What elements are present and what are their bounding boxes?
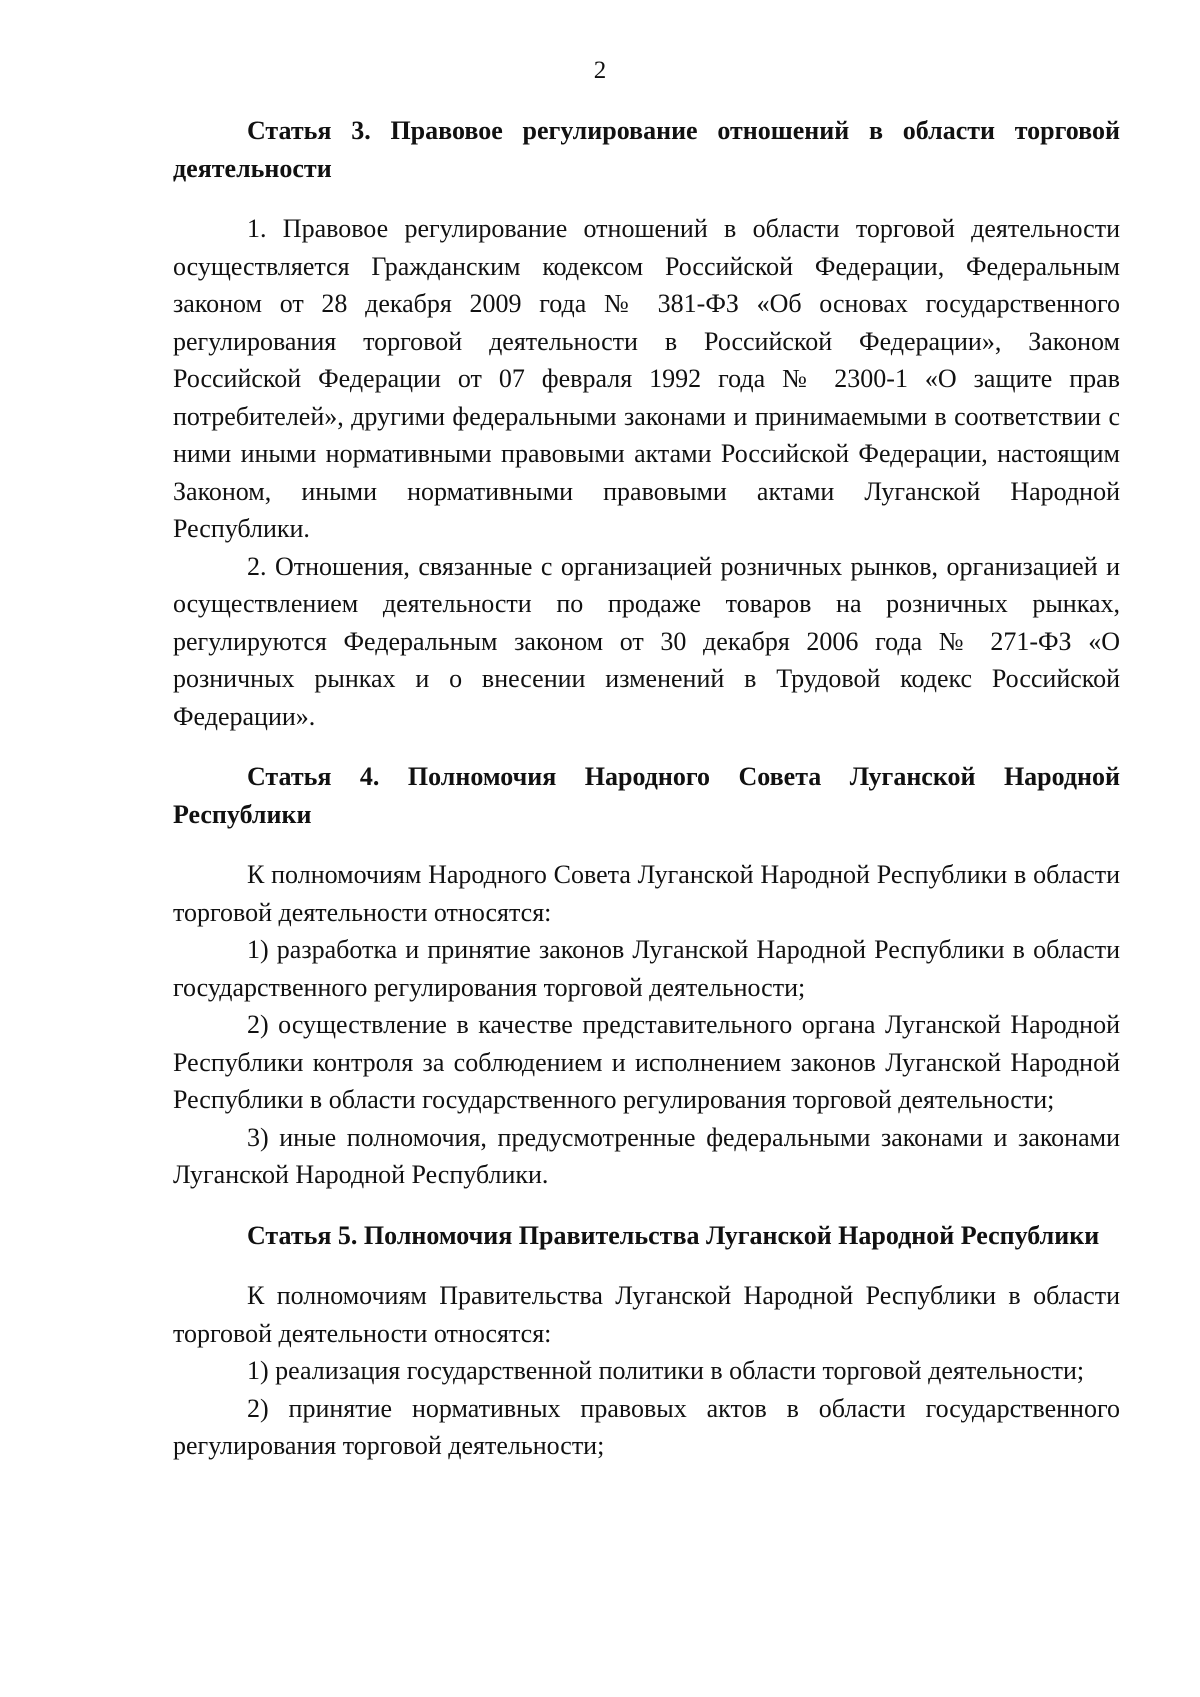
article-3-paragraph-1: 1. Правовое регулирование отношений в области торговой деятельности осуществляется Гражданским кодексом Российской Федерации, Федеральным законом от 28 декабря 2009 года № 381-ФЗ «Об основах государственного регулирования торговой деятельности в Российской Федерации», Законом Российской Федерации от 07 февраля 1992 года № 2300-1 «О защите прав потребителей», другими федеральными законами и принимаемыми в соответствии с ними иными нормативными правовыми актами Российской Федерации, настоящим Законом, иными нормативными правовыми актами Луганской Народной Республики. (173, 214, 1120, 543)
article-5-item-1: 1) реализация государственной политики в области торговой деятельности; (247, 1356, 1085, 1385)
article-4-heading: Статья 4. Полномочия Народного Совета Луганской Народной Республики (173, 762, 1120, 829)
article-4-item-3: 3) иные полномочия, предусмотренные федеральными законами и законами Луганской Народной Республики. (173, 1122, 1120, 1189)
spacer (173, 833, 1120, 856)
article-3-paragraph-2: 2. Отношения, связанные с организацией розничных рынков, организацией и осуществлением деятельности по продаже товаров на розничных рынках, регулируются Федеральным законом от 30 декабря 2006 года № 271-ФЗ «О розничных рынках и о внесении изменений в Трудовой кодекс Российской Федерации». (173, 551, 1120, 731)
spacer (173, 187, 1120, 210)
document-body (173, 112, 1120, 1465)
spacer (173, 1194, 1120, 1217)
article-4-item-1: 1) разработка и принятие законов Луганской Народной Республики в области государственного регулирования торговой деятельности; (173, 935, 1120, 1002)
spacer (173, 1254, 1120, 1277)
article-4-item-2: 2) осуществление в качестве представительного органа Луганской Народной Республики контроля за соблюдением и исполнением законов Луганской Народной Республики в области государственного регулирования торговой деятельности; (173, 1010, 1120, 1114)
article-4-intro: К полномочиям Народного Совета Луганской Народной Республики в области торговой деятельности относятся: (173, 860, 1120, 927)
page-number: 2 (593, 57, 607, 84)
spacer (173, 735, 1120, 758)
article-5-heading: Статья 5. Полномочия Правительства Луганской Народной Республики (247, 1220, 1100, 1250)
article-5-intro: К полномочиям Правительства Луганской Народной Республики в области торговой деятельности относятся: (173, 1281, 1120, 1348)
article-5-item-2: 2) принятие нормативных правовых актов в области государственного регулирования торговой деятельности; (173, 1393, 1120, 1460)
article-3-heading: Статья 3. Правовое регулирование отношений в области торговой деятельности (173, 116, 1120, 183)
